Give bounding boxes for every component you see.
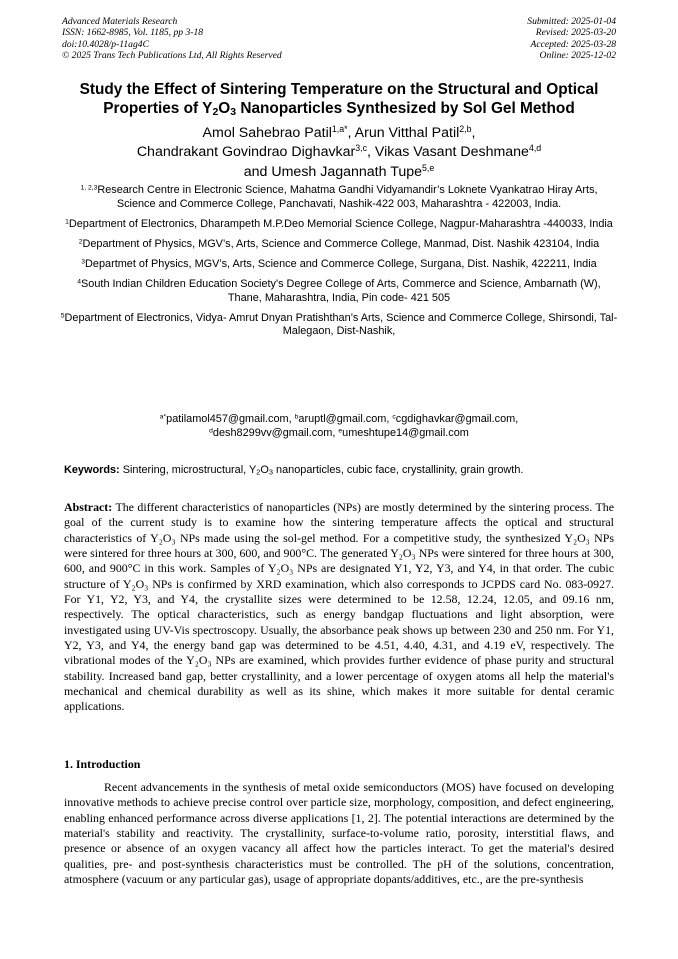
affiliation: $^{1, 2,3}$Research Centre in Electronic Science, Mahatma Gandhi Vidyamandir’s Loknete Vyankatrao Hiray Arts, Science and Commerce College, Panchavati, Nashik-422 003, Maharashtra - 422003, India. bbox=[80, 184, 598, 210]
doi: doi:10.4028/p-11ag4C bbox=[62, 38, 149, 50]
author-name: Vikas Vasant Deshmane bbox=[374, 144, 529, 161]
submitted-date: Submitted: 2025-01-04 bbox=[527, 16, 616, 27]
author-name: Amol Sahebrao Patil bbox=[202, 125, 332, 141]
email-link[interactable]: umeshtupe14@gmail.com bbox=[342, 426, 469, 439]
author-name: and Umesh Jagannath Tupe bbox=[243, 163, 423, 180]
journal-info bbox=[62, 16, 282, 61]
email-link[interactable]: desh8299vv@gmail.com bbox=[212, 426, 333, 439]
revised-date: Revised: 2025-03-20 bbox=[535, 27, 616, 39]
affiliation: $^1$Department of Electronics, Dharampeth M.P.Deo Memorial Science College, Nagpur-Maharashtra -440033, India bbox=[65, 217, 613, 230]
email-link[interactable]: patilamol457@gmail.com bbox=[166, 413, 289, 425]
section-heading: 1. Introduction bbox=[64, 757, 141, 771]
journal-name: Advanced Materials Research bbox=[62, 16, 178, 27]
abstract-label: Abstract: bbox=[64, 500, 113, 514]
paper-title: Study the Effect of Sintering Temperature on the Structural and Optical Properties of $Y_2O_3$ Nanoparticles Synthesized by Sol Gel Method bbox=[79, 81, 599, 119]
affiliation: $^4$South Indian Children Education Society's Degree College of Arts, Commerce and Science, Ambarnath (W), Thane, Maharashtra, India, Pin code- 421 505 bbox=[77, 277, 601, 304]
email-link[interactable]: aruptl@gmail.com bbox=[298, 413, 387, 425]
affiliation: $^3$Departmet of Physics, MGV’s, Arts, Science and Commerce College, Surgana, Dist. Nashik, 422211, India bbox=[81, 257, 597, 270]
keywords: Keywords: Sintering, microstructural, $Y_2O_3$ nanoparticles, cubic face, crystallinity, grain growth. bbox=[64, 464, 524, 477]
copyright: © 2025 Trans Tech Publications Ltd, All Rights Reserved bbox=[62, 49, 282, 61]
online-date: Online: 2025-12-02 bbox=[539, 49, 616, 61]
submission-dates bbox=[527, 16, 616, 61]
keywords-label: Keywords: bbox=[64, 464, 120, 476]
issn: ISSN: 1662-8985, Vol. 1185, pp 3-18 bbox=[62, 27, 204, 39]
author-name: Chandrakant Govindrao Dighavkar bbox=[136, 144, 356, 161]
affiliation: $^5$Department of Electronics, Vidya- Amrut Dnyan Pratishthan’s Arts, Science and Commerce College, Shirsondi, Tal- Malegaon, Dist-Nashik, bbox=[60, 311, 618, 338]
abstract bbox=[64, 500, 614, 715]
author-emails: $^{a*}$patilamol457@gmail.com, $^b$aruptl@gmail.com, $^c$cgdighavkar@gmail.com, $^d$desh8299vv@gmail.com, $^e$umeshtupe14@gmail.com bbox=[159, 413, 519, 439]
affiliations bbox=[60, 184, 618, 345]
introduction-text: Recent advancements in the synthesis of metal oxide semiconductors (MOS) have focused on developing innovative methods to achieve precise control over particle size, morphology, composition, and defect engineering, enabling enhanced performance across diverse applications [1, 2]. The potential interactions are determined by the material's stability and reactivity. The crystallinity, surface-to-volume ratio, porosity, interstitial flaws, and presence or absence of an oxygen vacancy all affect how the particles interact. To get the material's desired qualities, pre- and post-synthesis characteristics must be controlled. The pH of the solutions, concentration, atmosphere (vacuum or any particular gas), usage of appropriate dopants/additives, etc., are the pre-synthesis bbox=[64, 780, 614, 887]
affiliation: $^2$Department of Physics, MGV’s, Arts, Science and Commerce College, Manmad, Dist. Nashik 423104, India bbox=[78, 237, 600, 250]
abstract-text: The different characteristics of nanoparticles (NPs) are mostly determined by the sintering process. The goal of the current study is to examine how the sintering temperature affects the optical and structural characteristics of Y₂O₃ NPs made using the sol-gel method. For a competitive study, the synthesized Y₂O₃ NPs were sintered for three hours at 300, 600, and 900°C. The generated Y₂O₃ NPs were sintered for three hours at 300, 600, and 900°C in this work. Samples of Y₂O₃ NPs are designated Y1, Y2, Y3, and Y4, in that order. The cubic structure of Y₂O₃ NPs is confirmed by XRD examination, which also corresponds to JCPDS card No. 083-0927. For Y1, Y2, Y3, and Y4, the crystallite sizes were determined to be 12.58, 12.24, 12.05, and 09.16 nm, respectively. The optical characteristics, such as energy bandgap fluctuations and light absorption, were investigated using UV-Vis spectroscopy. Usually, the absorbance peak shows up between 230 and 250 nm. For Y1, Y2, Y3, and Y4, the energy band gap was determined to be 4.51, 4.40, 4.31, and 4.19 eV, respectively. The vibrational modes of the Y₂O₃ NPs are examined, which provides further evidence of phase purity and structural stability. Increased band gap, better crystallinity, and a lower percentage of oxygen atoms all help the material's mechanical and chemical durability as well as its shine, which makes it more suitable for dental ceramic applications. bbox=[64, 500, 614, 714]
author-list: Amol Sahebrao Patil$^{1,a*}$, Arun Vitthal Patil$^{2,b}$, Chandrakant Govindrao Dighavkar$^{3,c}$, Vikas Vasant Deshmane$^{4,d}$ and Umesh Jagannath Tupe$^{5,e}$ bbox=[136, 124, 542, 180]
accepted-date: Accepted: 2025-03-28 bbox=[530, 38, 616, 50]
email-link[interactable]: cgdighavkar@gmail.com bbox=[395, 413, 516, 425]
author-name: Arun Vitthal Patil bbox=[354, 125, 460, 141]
